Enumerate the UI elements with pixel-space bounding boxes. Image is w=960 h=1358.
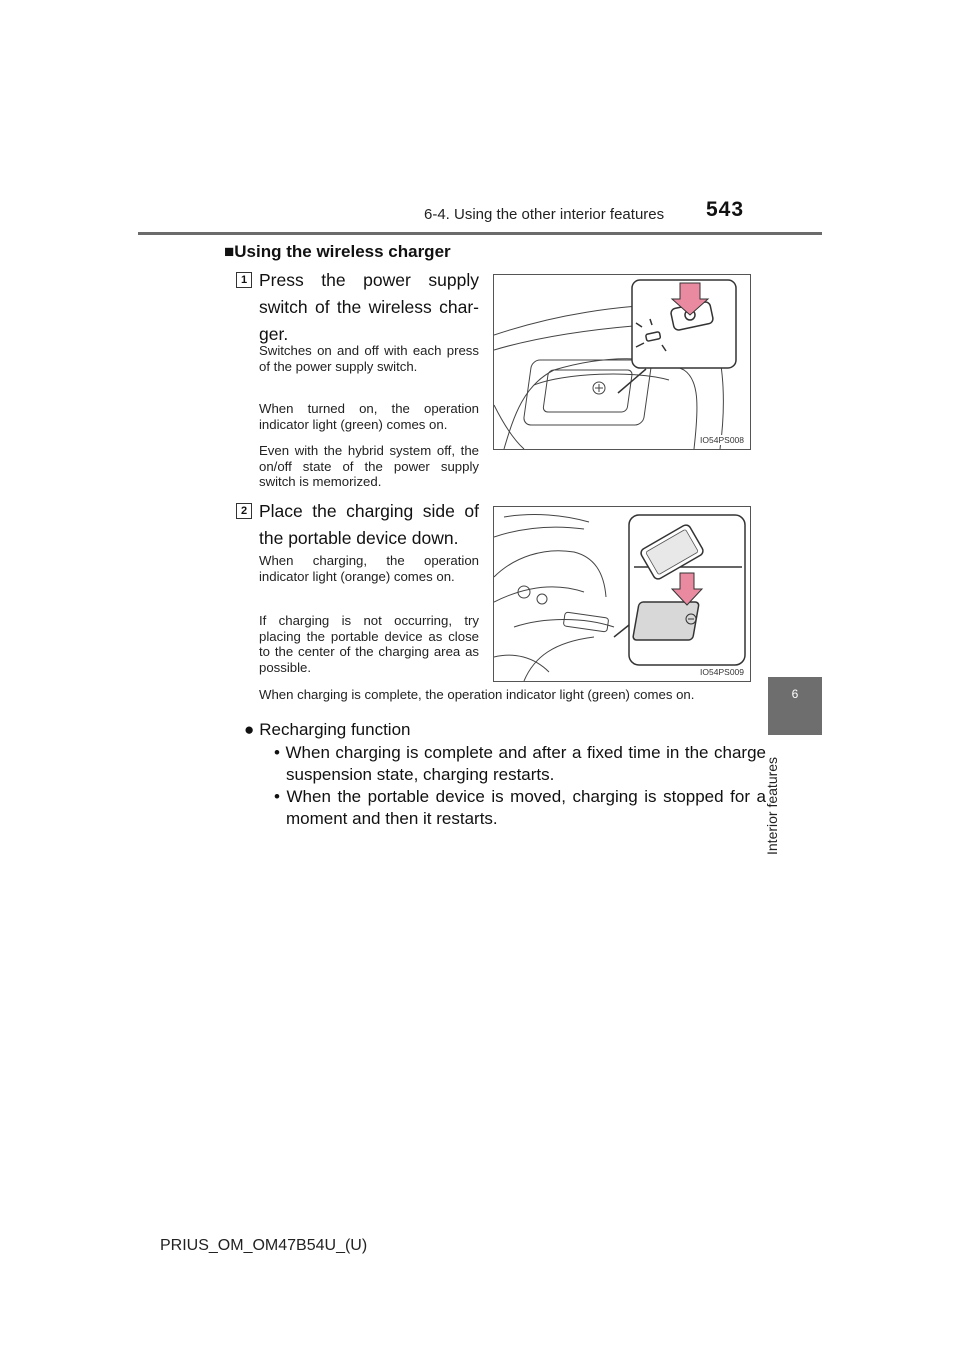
bullet-icon: ● — [244, 720, 255, 739]
footer-doc-code: PRIUS_OM_OM47B54U_(U) — [160, 1237, 368, 1254]
header-rule — [138, 232, 822, 235]
recharging-item-1: • When charging is complete and after a fixed time in the charge suspension state, charging restarts. — [274, 743, 766, 784]
step-1-note-3: Even with the hybrid system off, the on/off state of the power supply switch is memorized. — [259, 443, 479, 489]
step-2-note-3: When charging is complete, the operation indicator light (green) comes on. — [259, 687, 695, 702]
chapter-tab — [768, 677, 822, 735]
chapter-label: Interior features — [764, 756, 780, 855]
console-illustration-2 — [494, 507, 750, 681]
figure-label-2: IO54PS009 — [700, 667, 744, 677]
section-title-text: Using the wireless charger — [234, 242, 451, 261]
figure-label-1: IO54PS008 — [700, 435, 744, 445]
recharging-item-2: • When the portable device is moved, charging is stopped for a moment and then it restarts. — [274, 787, 766, 828]
chapter-number: 6 — [791, 687, 799, 701]
page-number: 543 — [706, 198, 745, 221]
step-1-note-2: When turned on, the operation indicator light (green) comes on. — [259, 401, 479, 432]
running-header-section: 6-4. Using the other interior features — [424, 206, 665, 223]
step-2-note-2: If charging is not occurring, try placing the portable device as close to the center of the charging area as possible. — [259, 613, 479, 675]
step-badge-1: 1 — [236, 272, 252, 288]
recharging-heading — [244, 720, 411, 740]
step-1-lead: Press the power supply switch of the wireless char-ger. — [259, 270, 479, 344]
step-2-lead: Place the charging side of the portable device down. — [259, 501, 479, 548]
figure-place-device — [493, 506, 751, 682]
chapter-label-container — [762, 745, 796, 855]
console-illustration-1 — [494, 275, 750, 449]
step-1-note-1: Switches on and off with each press of the power supply switch. — [259, 343, 479, 374]
recharging-title: Recharging function — [259, 720, 411, 739]
section-marker: ■ — [224, 242, 235, 261]
figure-power-switch — [493, 274, 751, 450]
step-2-note-1: When charging, the operation indicator light (orange) comes on. — [259, 553, 479, 584]
step-badge-2: 2 — [236, 503, 252, 519]
section-title — [224, 242, 451, 262]
